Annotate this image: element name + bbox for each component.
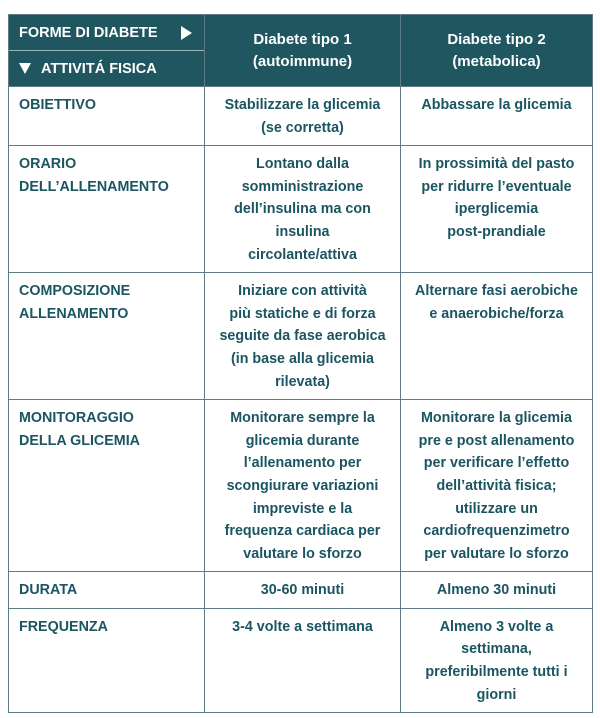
type2-cell-line: per valutare lo sforzo	[424, 545, 569, 562]
table-header	[9, 15, 593, 87]
type2-cell-line: cardiofrequenzimetro	[423, 523, 570, 540]
row-label	[9, 146, 205, 273]
type1-cell-line: (se corretta)	[261, 119, 344, 136]
row-label	[9, 400, 205, 572]
type2-cell	[401, 400, 593, 572]
type1-cell-line: Lontano dalla	[256, 156, 349, 173]
type1-cell-line: dell’insulina ma con	[234, 201, 371, 218]
row-label-line: DELLA GLICEMIA	[19, 432, 140, 449]
type2-cell	[401, 273, 593, 400]
row-label-line: COMPOSIZIONE	[19, 283, 131, 300]
type2-cell-line: Almeno 30 minuti	[436, 582, 557, 599]
type2-cell-line: preferibilmente tutti i	[425, 664, 568, 681]
type2-title: Diabete tipo 2	[447, 30, 546, 48]
diabetes-activity-table	[8, 14, 593, 713]
table-body	[9, 87, 593, 713]
type1-cell	[205, 572, 401, 609]
table-row-training-time	[9, 146, 593, 273]
physical-activity-label-row	[9, 51, 204, 86]
type1-cell-line: somministrazione	[241, 178, 364, 195]
header-corner-cell	[9, 15, 205, 87]
type1-cell-line: l’allenamento per	[243, 455, 362, 472]
type1-cell-line: 3-4 volte a settimana	[232, 618, 373, 635]
diabetes-forms-label-row	[9, 15, 204, 51]
type2-cell-line: iperglicemia	[454, 201, 539, 218]
triangle-right-icon	[181, 26, 192, 40]
diabetes-forms-label: FORME DI DIABETE	[19, 24, 158, 41]
table-row-glycemia-monitoring	[9, 400, 593, 572]
table-row-objective	[9, 87, 593, 146]
type1-cell-line: scongiurare variazioni	[226, 477, 379, 494]
type2-cell-line: per verificare l’effetto	[423, 455, 570, 472]
type1-cell-line: circolante/attiva	[248, 246, 357, 263]
type1-title: Diabete tipo 1	[253, 30, 352, 48]
type1-cell-line: più statiche e di forza	[229, 305, 376, 322]
type2-cell	[401, 87, 593, 146]
type1-cell	[205, 87, 401, 146]
row-label-line: OBIETTIVO	[19, 97, 97, 113]
type2-cell-line: pre e post allenamento	[418, 432, 575, 449]
row-label	[9, 273, 205, 400]
type1-subtitle: (autoimmune)	[252, 52, 353, 70]
type2-cell-line: Monitorare la glicemia	[421, 410, 572, 427]
type2-cell-line: In prossimità del pasto	[418, 156, 575, 173]
type2-cell-line: Abbassare la glicemia	[421, 97, 572, 113]
type1-cell-line: Iniziare con attività	[238, 283, 367, 300]
type2-cell	[401, 146, 593, 273]
type2-cell-line: utilizzare un	[455, 500, 538, 517]
type1-cell-line: 30-60 minuti	[260, 582, 345, 599]
table-row-training-composition	[9, 273, 593, 400]
type2-subtitle: (metabolica)	[452, 52, 541, 70]
type2-cell-line: giorni	[476, 686, 517, 703]
triangle-down-icon	[19, 63, 31, 74]
type2-cell	[401, 608, 593, 712]
type1-cell	[205, 608, 401, 712]
type1-cell-line: rilevata)	[275, 373, 330, 390]
type1-cell-line: Monitorare sempre la	[230, 410, 375, 427]
type1-cell-line: impreviste e la	[252, 500, 353, 517]
row-label	[9, 572, 205, 609]
type2-cell-line: e anaerobiche/forza	[429, 305, 564, 322]
type1-cell-line: valutare lo sforzo	[243, 545, 362, 562]
row-label-line: ORARIO	[19, 156, 77, 173]
row-label-line: DELL’ALLENAMENTO	[19, 178, 169, 195]
diabetes-activity-table-container	[8, 14, 592, 713]
physical-activity-label: ATTIVITÁ FISICA	[41, 60, 157, 77]
row-label-line: MONITORAGGIO	[19, 410, 134, 427]
table-row-duration	[9, 572, 593, 609]
column-header-type2	[401, 15, 593, 87]
row-label	[9, 87, 205, 146]
header-row	[9, 15, 593, 87]
row-label-line: FREQUENZA	[19, 618, 108, 635]
column-header-type1	[205, 15, 401, 87]
type2-cell-line: per ridurre l’eventuale	[421, 178, 572, 195]
type1-cell-line: (in base alla glicemia	[230, 350, 375, 367]
type2-cell-line: post-prandiale	[447, 223, 546, 240]
type1-cell	[205, 400, 401, 572]
type1-cell-line: glicemia durante	[245, 432, 360, 449]
table-row-frequency	[9, 608, 593, 712]
row-label	[9, 608, 205, 712]
row-label-line: ALLENAMENTO	[19, 305, 129, 322]
type1-cell-line: Stabilizzare la glicemia	[224, 97, 381, 113]
type1-cell-line: frequenza cardiaca per	[224, 523, 381, 540]
type1-cell	[205, 146, 401, 273]
type1-cell-line: seguite da fase aerobica	[219, 328, 386, 345]
type2-cell-line: dell’attività fisica;	[436, 477, 557, 494]
type1-cell	[205, 273, 401, 400]
type2-cell-line: Almeno 3 volte a	[439, 618, 554, 635]
type1-cell-line: insulina	[275, 223, 330, 240]
type2-cell-line: settimana,	[461, 641, 532, 658]
type2-cell-line: Alternare fasi aerobiche	[415, 283, 578, 300]
row-label-line: DURATA	[19, 582, 78, 599]
type2-cell	[401, 572, 593, 609]
